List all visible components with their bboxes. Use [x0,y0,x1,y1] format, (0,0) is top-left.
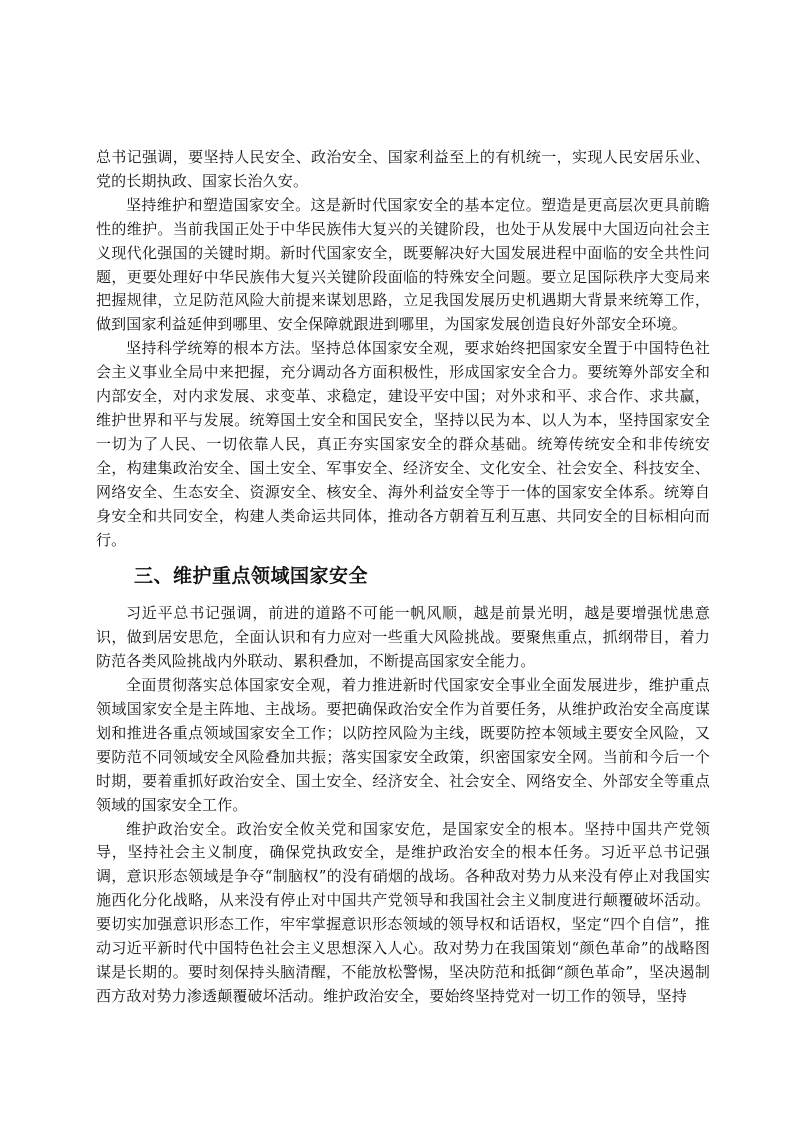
paragraph-1: 总书记强调，要坚持人民安全、政治安全、国家利益至上的有机统一，实现人民安居乐业、党的长期执政、国家长治久安。 [96,148,710,190]
paragraph-3: 坚持科学统筹的根本方法。坚持总体国家安全观，要求始终把国家安全置于中国特色社会主义事业全局中来把握，充分调动各方面积极性，形成国家安全合力。要统筹外部安全和内部安全，对内求发展、求变革、求稳定，建设平安中国；对外求和平、求合作、求共赢，维护世界和平与发展。统筹国土安全和国民安全，坚持以民为本、以人为本，坚持国家安全一切为了人民、一切依靠人民，真正夯实国家安全的群众基础。统筹传统安全和非传统安全，构建集政治安全、国土安全、军事安全、经济安全、文化安全、社会安全、科技安全、网络安全、生态安全、资源安全、核安全、海外利益安全等于一体的国家安全体系。统筹自身安全和共同安全，构建人类命运共同体，推动各方朝着互利互惠、共同安全的目标相向而行。 [96,339,710,549]
body-text-before [96,146,710,552]
section-heading: 三、维护重点领域国家安全 [134,565,369,588]
paragraph-5: 全面贯彻落实总体国家安全观，着力推进新时代国家安全事业全面发展进步，维护重点领域国家安全是主阵地、主战场。要把确保政治安全作为首要任务，从维护政治安全高度谋划和推进各重点领域国家安全工作；以防控风险为主线，既要防控本领域主要安全风险，又要防范不同领域安全风险叠加共振；落实国家安全政策，织密国家安全网。当前和今后一个时期，要着重抓好政治安全、国土安全、经济安全、社会安全、网络安全、外部安全等重点领域的国家安全工作。 [96,676,710,814]
paragraph-4: 习近平总书记强调，前进的道路不可能一帆风顺，越是前景光明，越是要增强忧患意识，做到居安思危，全面认识和有力应对一些重大风险挑战。要聚焦重点，抓纲带目，着力防范各类风险挑战内外联动、累积叠加，不断提高国家安全能力。 [96,604,710,671]
paragraph-2: 坚持维护和塑造国家安全。这是新时代国家安全的基本定位。塑造是更高层次更具前瞻性的维护。当前我国正处于中华民族伟大复兴的关键阶段，也处于从发展中大国迈向社会主义现代化强国的关键时期。新时代国家安全，既要解决好大国发展进程中面临的安全共性问题，更要处理好中华民族伟大复兴关键阶段面临的特殊安全问题。要立足国际秩序大变局来把握规律，立足防范风险大前提来谋划思路，立足我国发展历史机遇期大背景来统筹工作，做到国家利益延伸到哪里、安全保障就跟进到哪里，为国家发展创造良好外部安全环境。 [96,195,710,334]
body-text-after [96,602,710,1008]
paragraph-6: 维护政治安全。政治安全攸关党和国家安危，是国家安全的根本。坚持中国共产党领导，坚持社会主义制度，确保党执政安全，是维护政治安全的根本任务。习近平总书记强调，意识形态领域是争夺“制脑权”的没有硝烟的战场。各种敌对势力从来没有停止对我国实施西化分化战略，从来没有停止对中国共产党领导和我国社会主义制度进行颠覆破坏活动。要切实加强意识形态工作，牢牢掌握意识形态领域的领导权和话语权，坚定“四个自信”，推动习近平新时代中国特色社会主义思想深入人心。敌对势力在我国策划“颜色革命”的战略图谋是长期的。要时刻保持头脑清醒，不能放松警惕，坚决防范和抵御“颜色革命”，坚决遏制西方敌对势力渗透颠覆破坏活动。维护政治安全，要始终坚持党对一切工作的领导，坚持 [96,819,710,1005]
document-page [96,146,710,1009]
